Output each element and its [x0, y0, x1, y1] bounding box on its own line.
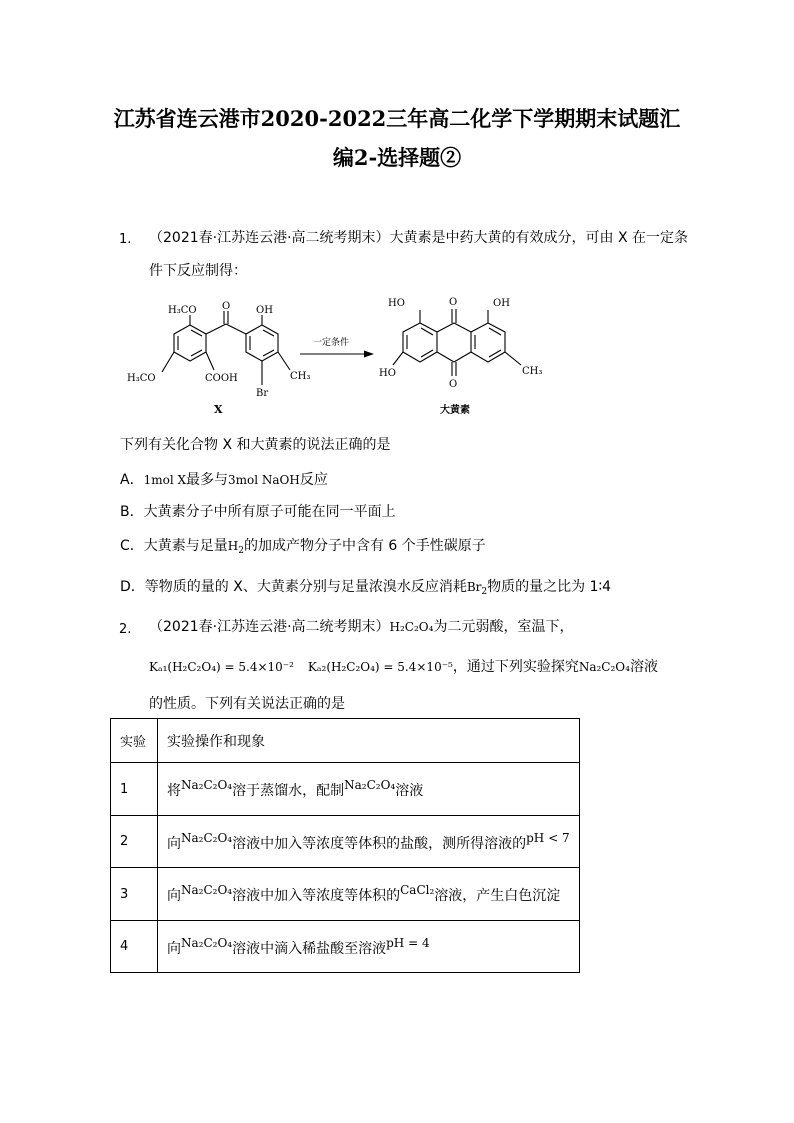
question-2-stem-continuation: ，通过下列实验探究 [452, 659, 579, 675]
table-cell-no: 4 [111, 921, 158, 973]
reaction-condition-label: 一定条件 [313, 338, 350, 348]
question-1-stem-line-2: 件下反应制得： [149, 263, 247, 279]
option-b: B．大黄素分子中所有原子可能在同一平面上 [120, 504, 396, 520]
product-oh-right-label: OH [493, 298, 510, 309]
product-name-label: 大黄素 [440, 405, 470, 416]
formula: pH = 4 [386, 935, 430, 950]
formula: Na₂C₂O₄ [181, 778, 233, 792]
option-d [120, 576, 611, 597]
ka1-expression: Kₐ₁(H₂C₂O₄) = 5.4×10⁻² [149, 660, 294, 674]
x-cooh-label: COOH [205, 373, 238, 384]
question-1-stem-text: 大黄素是中药大黄的有效成分，可由 X 在一定条 [389, 230, 689, 246]
option-c-prefix: C．大黄素与足量 [120, 538, 228, 554]
x-br-label: Br [256, 388, 269, 399]
question-2-acid-formula: H₂C₂O₄ [389, 620, 434, 634]
option-c-h2: $H_2$ [227, 539, 244, 556]
table-cell-no: 2 [111, 816, 158, 868]
product-ho-bottom-label: HO [379, 368, 396, 379]
question-1-stem-line-1 [149, 231, 688, 245]
product-ho-left-label: HO [388, 298, 405, 309]
option-a-naoh: 3mol NaOH [228, 473, 300, 487]
question-1-number: 1. [119, 232, 132, 247]
option-d-br2: $Br_2$ [466, 580, 488, 597]
table-header-row [111, 719, 580, 763]
table-cell-content: 向Na₂C₂O₄溶液中加入等浓度等体积的CaCl₂溶液，产生白色沉淀 [158, 868, 580, 921]
option-c [120, 535, 486, 556]
option-a-end: 反应 [299, 472, 328, 488]
question-2-stem-text: 为二元弱酸，室温下， [433, 619, 574, 635]
product-bottom-o-label: O [449, 379, 458, 390]
formula: Na₂C₂O₄ [181, 830, 233, 845]
option-a-mol: 1mol X [143, 473, 187, 487]
dahuangsu-structure [393, 309, 521, 376]
formula: pH < 7 [526, 830, 570, 845]
option-a-mid: 最多与 [186, 472, 229, 488]
experiment-table [110, 718, 580, 973]
document-title-line-2: 编2-选择题② [332, 145, 462, 170]
option-a-prefix: A． [120, 472, 144, 488]
option-a [120, 469, 328, 489]
option-c-end: 的加成产物分子中含有 6 个手性碳原子 [243, 538, 486, 554]
ka2-expression: Kₐ₂(H₂C₂O₄) = 5.4×10⁻⁵ [307, 660, 453, 674]
table-cell-content: 向Na₂C₂O₄溶液中加入等浓度等体积的盐酸，测所得溶液的pH < 7 [158, 816, 580, 868]
x-oh-label: OH [256, 305, 273, 316]
table-header-cell: 实验操作和现象 [158, 719, 580, 763]
question-1-source: （2021春·江苏连云港·高二统考期末） [149, 230, 390, 246]
x-h3co-left-label: H₃CO [127, 373, 156, 384]
reaction-scheme-diagram [120, 290, 560, 425]
x-h3co-top-label: H₃CO [168, 305, 197, 316]
question-2-stem-line-2 [149, 660, 658, 674]
question-2-source: （2021春·江苏连云港·高二统考期末） [149, 619, 390, 635]
formula: Na₂C₂O₄ [181, 883, 233, 897]
table-row [111, 868, 580, 921]
table-cell-content: 向Na₂C₂O₄溶液中滴入稀盐酸至溶液pH = 4 [158, 921, 580, 973]
table-cell-no: 1 [111, 763, 158, 816]
product-ch3-label: CH₃ [522, 366, 543, 377]
product-top-o-label: O [449, 297, 458, 308]
compound-x-label: X [214, 403, 223, 416]
question-2-stem-suffix: 溶液 [629, 659, 658, 675]
reaction-arrow [300, 351, 374, 358]
table-header-cell: 实验 [111, 719, 158, 763]
question-2-salt-formula: Na₂C₂O₄ [578, 660, 630, 674]
question-1-prompt: 下列有关化合物 X 和大黄素的说法正确的是 [120, 437, 391, 453]
question-2-number: 2. [119, 622, 132, 637]
table-row [111, 816, 580, 868]
table-row [111, 763, 580, 816]
table-row [111, 921, 580, 973]
option-d-end: 物质的量之比为 1∶4 [487, 579, 612, 595]
formula: CaCl₂ [400, 883, 435, 897]
formula: Na₂C₂O₄ [344, 778, 396, 792]
x-ch3-label: CH₃ [290, 371, 311, 382]
question-2-stem-line-3: 的性质。下列有关说法正确的是 [149, 696, 345, 712]
table-cell-content: 将Na₂C₂O₄溶于蒸馏水，配制Na₂C₂O₄溶液 [158, 763, 580, 816]
option-d-prefix: D．等物质的量的 X、大黄素分别与足量浓溴水反应消耗 [120, 579, 467, 595]
formula: Na₂C₂O₄ [181, 935, 233, 950]
x-ketone-o-label: O [222, 301, 231, 312]
question-2-stem-line-1 [149, 620, 573, 634]
document-title-line-1: 江苏省连云港市2020-2022三年高二化学下学期期末试题汇 [113, 106, 681, 131]
table-cell-no: 3 [111, 868, 158, 921]
